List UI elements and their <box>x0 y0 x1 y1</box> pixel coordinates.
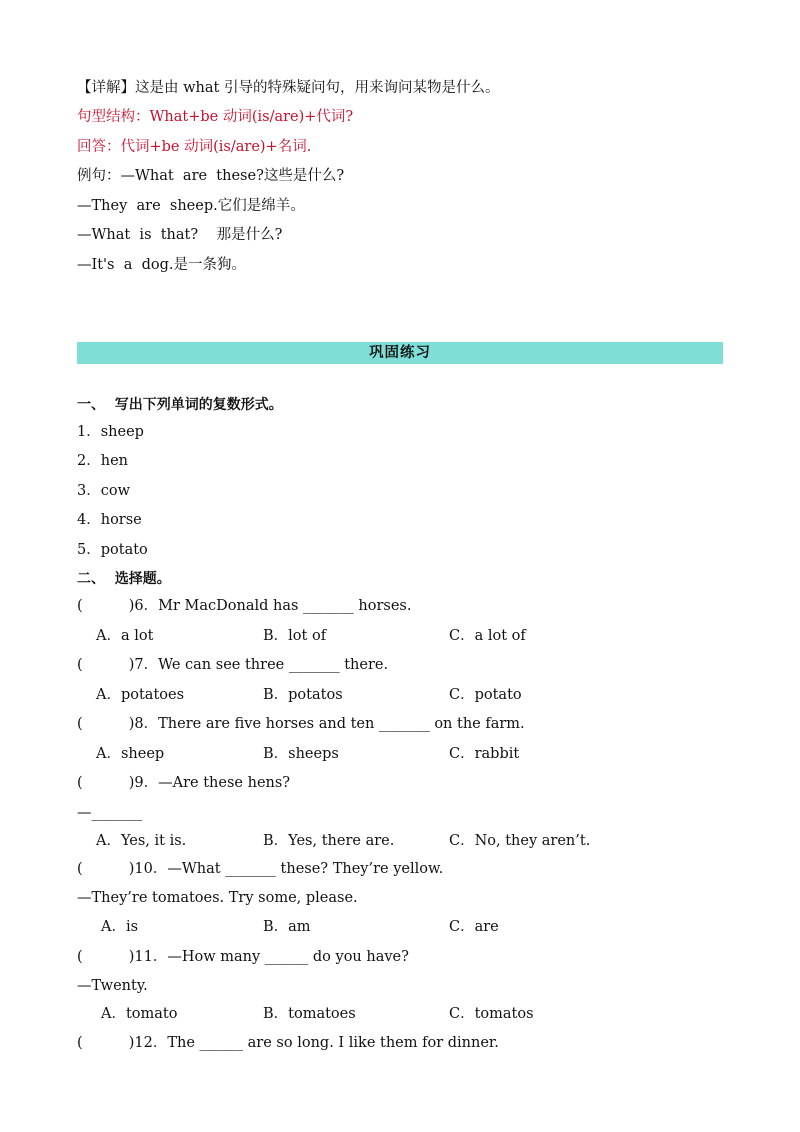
word-item: 3．cow <box>77 483 130 499</box>
question-extra-line: —They’re tomatoes. Try some, please. <box>77 890 358 906</box>
option-a: A．potatoes <box>96 687 185 703</box>
word-item: 2．hen <box>77 453 128 469</box>
question-stem: ( )9．—Are these hens? <box>77 775 291 791</box>
option-c: C．a lot of <box>449 628 526 644</box>
question-extra-line: —_______ <box>77 805 143 821</box>
option-c: C．No, they aren’t. <box>449 833 591 849</box>
option-c: C．rabbit <box>449 746 520 762</box>
option-c: C．potato <box>449 687 522 703</box>
detail-text: 【详解】这是由 what 引导的特殊疑问句，用来询问某物是什么。 <box>77 80 500 96</box>
option-a: A．sheep <box>96 746 165 762</box>
sentence-structure-text: 句型结构：What+be 动词(is/are)+代词? <box>77 109 354 125</box>
part1-heading: 一、 写出下列单词的复数形式。 <box>77 397 283 413</box>
option-a: A．is <box>101 919 139 935</box>
question-stem: ( )12．The ______ are so long. I like them for dinner. <box>77 1035 499 1051</box>
word-item: 1．sheep <box>77 424 144 440</box>
part2-heading: 二、 选择题。 <box>77 571 171 587</box>
option-b: B．am <box>263 919 311 935</box>
answer-structure-text: 回答：代词+be 动词(is/are)+名词. <box>77 139 312 155</box>
option-a: A．a lot <box>96 628 154 644</box>
question-extra-line: —Twenty. <box>77 978 148 994</box>
question-stem: ( )6．Mr MacDonald has _______ horses. <box>77 598 412 614</box>
question-stem: ( )8．There are five horses and ten _______ on the farm. <box>77 716 525 732</box>
option-b: B．lot of <box>263 628 327 644</box>
option-b: B．Yes, there are. <box>263 833 395 849</box>
section-banner: 巩固练习 <box>77 342 723 364</box>
example-line-3: —What is that? 那是什么? <box>77 227 283 243</box>
question-stem: ( )7．We can see three _______ there. <box>77 657 389 673</box>
word-item: 5．potato <box>77 542 148 558</box>
option-c: C．tomatos <box>449 1006 534 1022</box>
option-a: A．Yes, it is. <box>96 833 187 849</box>
example-line-4: —It's a dog.是一条狗。 <box>77 257 246 273</box>
option-c: C．are <box>449 919 499 935</box>
question-stem: ( )10．—What _______ these? They’re yellow. <box>77 861 444 877</box>
option-b: B．sheeps <box>263 746 339 762</box>
example-line-1: 例句：—What are these?这些是什么? <box>77 168 345 184</box>
example-line-2: —They are sheep.它们是绵羊。 <box>77 198 305 214</box>
word-item: 4．horse <box>77 512 142 528</box>
option-b: B．tomatoes <box>263 1006 356 1022</box>
option-b: B．potatos <box>263 687 343 703</box>
option-a: A．tomato <box>101 1006 178 1022</box>
question-stem: ( )11．—How many ______ do you have? <box>77 949 409 965</box>
